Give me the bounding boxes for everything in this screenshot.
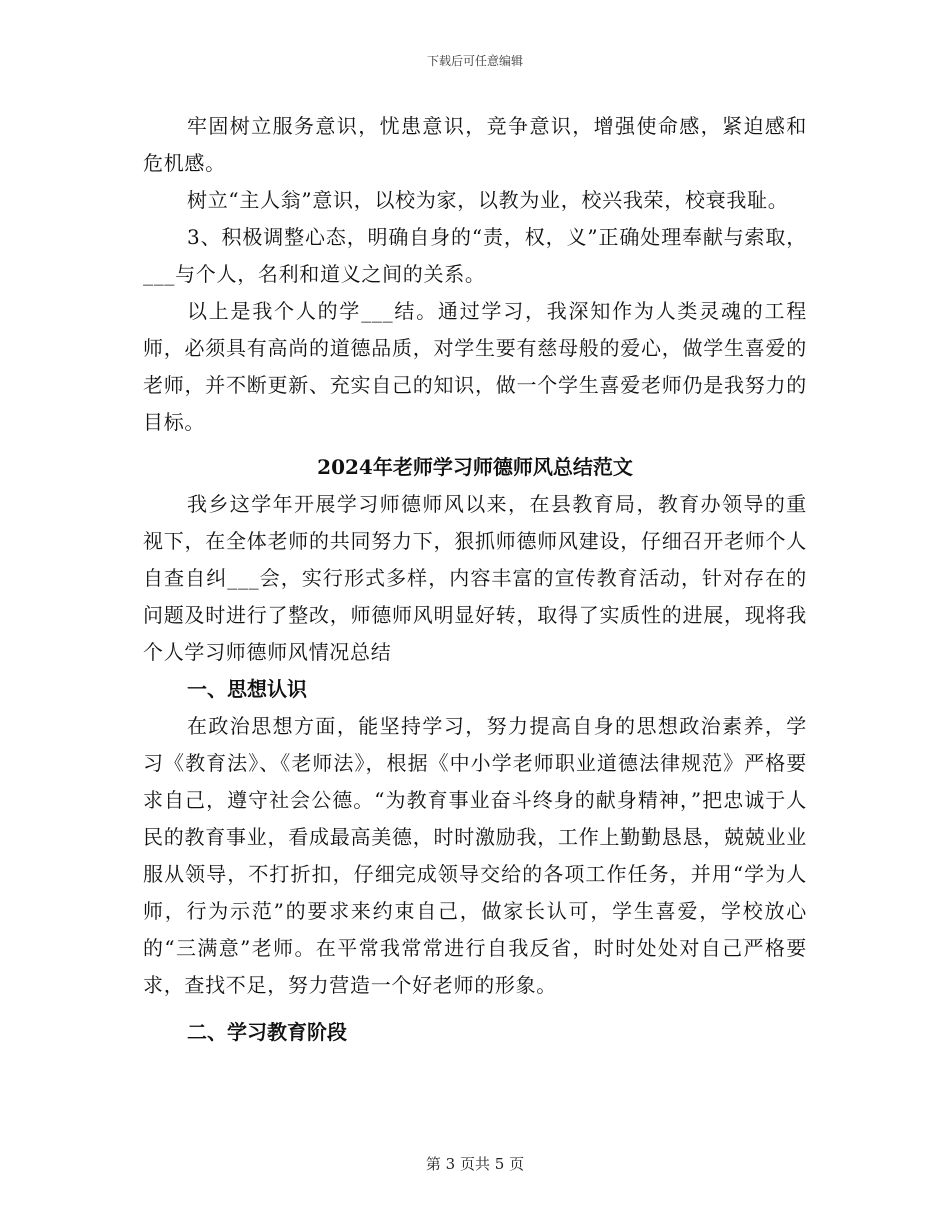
paragraph-attitude: 3、积极调整心态，明确自身的“责，权，义”正确处理奉献与索取，___与个人，名利和道义之间的关系。: [143, 225, 807, 286]
document-body: [143, 108, 807, 1051]
paragraph-ownership: 树立“主人翁”意识，以校为家，以教为业，校兴我荣，校衰我耻。: [187, 188, 789, 212]
section-heading-study: 二、学习教育阶段: [187, 1020, 347, 1044]
section-body-ideology: 在政治思想方面，能坚持学习，努力提高自身的思想政治素养，学习《教育法》、《老师法》，根据《中小学老师职业道德法律规范》严格要求自己，遵守社会公德。“为教育事业奋斗终身的献身精神，”把忠诚于人民的教育事业，看成最高美德，时时激励我，工作上勤勤恳恳，兢兢业业服从领导，不打折扣，仔细完成领导交给的各项工作任务，并用“学为人师，行为示范”的要求来约束自己，做家长认可，学生喜爱，学校放心的“三满意”老师。在平常我常常进行自我反省，时时处处对自己严格要求，查找不足，努力营造一个好老师的形象。: [143, 714, 807, 997]
paragraph-conclusion: 以上是我个人的学___结。通过学习，我深知作为人类灵魂的工程师，必须具有高尚的道德品质，对学生要有慈母般的爱心，做学生喜爱的老师，并不断更新、充实自己的知识，做一个学生喜爱老师仍是我努力的目标。: [143, 299, 807, 434]
section-heading-ideology: 一、思想认识: [187, 677, 307, 701]
page-header: 下载后可任意编辑: [426, 54, 523, 68]
page-number: 第 3 页共 5 页: [425, 1155, 525, 1173]
article-intro: 我乡这学年开展学习师德师风以来，在县教育局，教育办领导的重视下，在全体老师的共同努力下，狠抓师德师风建设，仔细召开老师个人自查自纠___会，实行形式多样，内容丰富的宣传教育活动，针对存在的问题及时进行了整改，师德师风明显好转，取得了实质性的进展，现将我个人学习师德师风情况总结: [143, 492, 807, 664]
article-title: 2024年老师学习师德师风总结范文: [317, 455, 633, 479]
paragraph-awareness: 牢固树立服务意识，忧患意识，竞争意识，增强使命感，紧迫感和危机感。: [143, 114, 807, 175]
